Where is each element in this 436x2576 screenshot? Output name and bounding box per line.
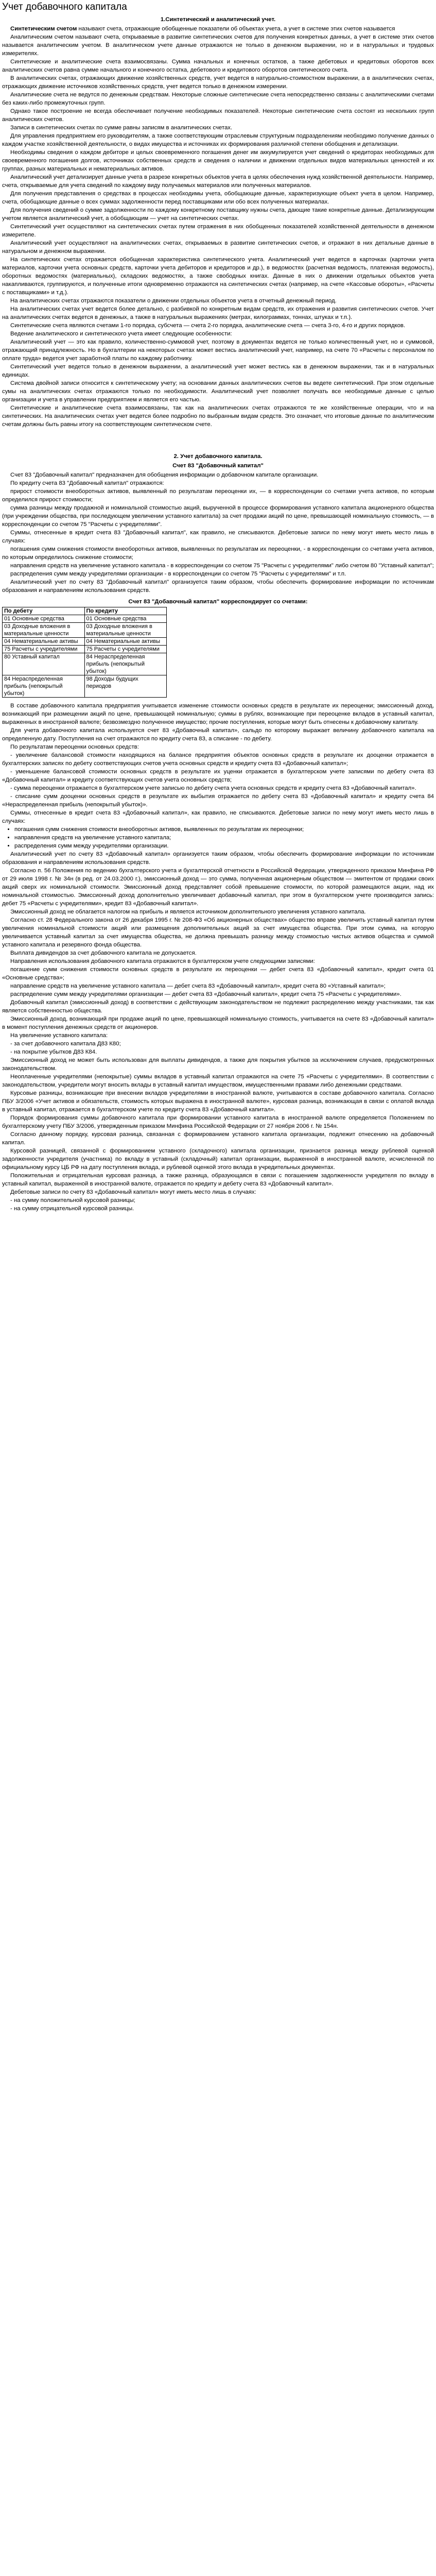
- paragraph-text: На синтетических счетах отражается обобщенная характеристика синтетического учета. Аналитический учет ведется в карточках (карточки учета материалов, карточки учета основных средств, карточки учета дебиторов и кредиторов и др.), в ведомостях (расчетная ведомость, платежная ведомость), оборотных ведомостях (материальных), складских ведомостях, а также свободных книгах. Данные в них о движении отдельных объектов учета накапливаются, группируются, и полученные итоги одновременно отражаются на синтетических счетах (например, на счете «Кассовые обороты», «Расчеты с поставщиками» и т.д.).: [2, 257, 434, 296]
- paragraph-text: В аналитических счетах, отражающих движение хозяйственных средств, учет ведется в натурально-стоимостном выражении, а в аналитических счетах, отражающих движение источников хозяйственных средств, учет ведется только в денежном измерении.: [2, 75, 434, 90]
- paragraph: [2, 124, 434, 132]
- paragraph: [2, 297, 434, 305]
- paragraph: Добавочный капитал (эмиссионный доход) в соответствии с действующим законодательством не подлежит распределению между участниками, так как является собственностью общества.: [2, 999, 434, 1014]
- table-cell-credit: 75 Расчеты с учредителями: [84, 646, 167, 653]
- paragraph: [2, 239, 434, 256]
- paragraph-text: Ведение аналитического и синтетического учета имеет следующие особенности:: [10, 331, 232, 337]
- table-cell-debit: 04 Нематериальные активы: [3, 638, 85, 646]
- paragraph-text: Однако такое построение не всегда обеспечивает получение необходимых показателей. Некоторые синтетические счета состоят из нескольких групп аналитических счетов.: [2, 108, 434, 123]
- list-item: • распределения сумм между учредителями организации.: [14, 842, 434, 850]
- paragraph: [2, 321, 434, 330]
- paragraph: Эмиссионный доход, возникающий при продаже акций по цене, превышающей номинальную стоимость, учитывается на счете 83 «Добавочный капитал» в момент поступления денежных средств от акционеров.: [2, 1016, 434, 1030]
- paragraph: - на сумму отрицательной курсовой разницы.: [10, 1206, 134, 1212]
- paragraph-text: Синтетический учет осуществляют на синтетических счетах путем отражения в них обобщенных показателей хозяйственной деятельности в денежном измерителе.: [2, 224, 434, 238]
- list-item: • погашения сумм снижения стоимости внеоборотных активов, выявленных по результатам их переоценки;: [14, 825, 434, 834]
- table-cell-debit: 80 Уставный капитал: [3, 653, 85, 675]
- paragraph: распределение сумм между учредителями организации — дебет счета 83 «Добавочный капитал», кредит счета 75 «Расчеты с учредителями».: [10, 991, 402, 997]
- paragraph-text: Аналитическим счетом называют счета, открываемые в развитие синтетических счетов для получения конкретных данных, а учет в системе этих счетов называется аналитическим учетом. В аналитическом учете данные отражаются не только в денежном выражении, но и в натуральных и трудовых измерителях.: [2, 34, 434, 57]
- table-row: [3, 638, 167, 646]
- paragraph: Эмиссионный доход не облагается налогом на прибыль и является источником дополнительного увеличения уставного капитала.: [10, 909, 366, 915]
- paragraph: Аналитический учет по счету 83 «Добавочный капитал» организуется таким образом, чтобы обеспечить формирование информации по источникам образования и направлениям использования средств.: [2, 851, 434, 866]
- paragraph: [2, 25, 434, 33]
- paragraph: [2, 206, 434, 223]
- paragraph: Согласно п. 56 Положения по ведению бухгалтерского учета и бухгалтерской отчетности в Российской Федерации, утвержденного приказом Минфина РФ от 29 июля 1998 г. № 34н (в ред. от 24.03.2000 г.), эмиссионный доход — это сумма, полученная акционерным обществом — эмитентом от продажи своих акций сверх их номинальной стоимости. Эмиссионный доход представляет собой превышение стоимости, по которой размещаются акции, над их номинальной стоимостью. Эмиссионный доход дополнительно увеличивает добавочный капитал, при этом в бухгалтерском учете производится запись: дебет 75 «Расчеты с учредителями», кредит 83 «Добавочный капитал».: [2, 868, 434, 907]
- table-cell-debit: 84 Нераспределенная прибыль (непокрытый убыток): [3, 675, 85, 698]
- section-2-body-a: [2, 471, 434, 595]
- paragraph: - на сумму положительной курсовой разницы;: [10, 1197, 135, 1204]
- paragraph: [2, 91, 434, 107]
- section-2-title: 2. Учет добавочного капитала.: [173, 453, 263, 460]
- paragraph: направления средств на увеличение уставного капитала - в корреспонденции со счетом 75 "Расчеты с учредителями" либо счетом 80 "Уставный капитал";: [10, 563, 434, 569]
- section-1-title: 1.Синтетический и аналитический учет.: [160, 16, 276, 23]
- paragraph: [2, 173, 434, 190]
- paragraph: [2, 74, 434, 91]
- bullet-list: [2, 825, 434, 850]
- paragraph: прирост стоимости внеоборотных активов, выявленный по результатам переоценки их, — в корреспонденции со счетами учета активов, по которым определился прирост стоимости;: [2, 488, 434, 503]
- table-cell-debit: 01 Основные средства: [3, 615, 85, 623]
- table-cell-debit: 75 Расчеты с учредителями: [3, 646, 85, 653]
- paragraph-text: Аналитический учет — это как правило, количественно-суммовой учет, поэтому в документах ведется не только количественный учет, но и суммовой, отражающий принадлежность. Но в бухгалтерии на некоторых счетах может вестись аналитический учет, например, на счете 70 «Расчеты с персоналом по оплате труда» ведется учет заработной платы по каждому работнику.: [2, 339, 434, 362]
- section-2-body-b: [2, 702, 434, 809]
- paragraph: Согласно ст. 28 Федерального закона от 26 декабря 1995 г. № 208-ФЗ «Об акционерных обществах» общество вправе увеличить уставный капитал путем увеличения номинальной стоимости акций или размещения дополнительных акций за счет имущества общества. При этом сумма, на которую увеличивается уставный капитал за счет имущества общества, не должна превышать разницу между стоимостью чистых активов общества и суммой уставного капитала и резервного фонда общества.: [2, 917, 434, 948]
- paragraph: Согласно данному порядку, курсовая разница, связанная с формированием уставного капитала организации, подлежит отнесению на добавочный капитал.: [2, 1131, 434, 1146]
- paragraph: [2, 132, 434, 148]
- paragraph: [2, 379, 434, 404]
- table-row: [3, 646, 167, 653]
- paragraph-text: На аналитических счетах учет ведется более детально, с разбивкой по конкретным видам средств, их отражения и развития синтетических счетов. Учет на аналитических счетах ведется в денежных, а также в натуральных выражениях (метрах, килограммах, тоннах, штуках и т.п.).: [2, 306, 434, 320]
- paragraph: [2, 330, 434, 338]
- table-cell-credit: 01 Основные средства: [84, 615, 167, 623]
- paragraph: [2, 363, 434, 379]
- table-cell-credit: 84 Нераспределенная прибыль (непокрытый убыток): [84, 653, 167, 675]
- paragraph-text: Система двойной записи относится к синтетическому учету; на основании данных аналитических счетов вы ведете синтетический. При этом отдельные сумы на аналитических счетах отражаются только по необходимости. Аналитический учет позволяет получать все необходимые данные с целью организации и учета в управлении предприятием и является его частью.: [2, 380, 434, 403]
- paragraph: - на покрытие убытков Д83 К84.: [10, 1049, 97, 1055]
- paragraph: [2, 190, 434, 206]
- table-header-credit: По кредиту: [84, 607, 167, 615]
- paragraph: [2, 33, 434, 58]
- paragraph: [2, 148, 434, 173]
- paragraph: направление средств на увеличение уставного капитала — дебет счета 83 «Добавочный капитал», кредит счета 80 «Уставный капитал»;: [10, 983, 386, 989]
- section-2-subtitle: Счет 83 "Добавочный капитал": [172, 463, 264, 469]
- paragraph: В составе добавочного капитала предприятия учитывается изменение стоимости основных средств в результате их переоценки; эмиссионный доход, возникающий при размещении акций по цене, превышающей номинальную; суммы в рублях, возникающие при переоценке вкладов в уставный капитал, выраженных в иностранной валюте; безвозмездно полученное имущество; прочие поступления, которые могут быть отнесены к добавочному капиталу.: [2, 703, 434, 725]
- paragraph-text: Аналитические счета не ведутся по денежным средствам. Некоторые сложные синтетические счета непосредственно связаны с аналитическими счетами без каких-либо промежуточных групп.: [2, 92, 434, 106]
- term-highlight: Синтетическим счетом: [10, 26, 77, 32]
- table-row: [3, 675, 167, 698]
- paragraph: Дебетовые записи по счету 83 «Добавочный капитал» могут иметь место лишь в случаях:: [10, 1189, 256, 1195]
- paragraph: - уменьшение балансовой стоимости основных средств в результате их уценки отражается в бухгалтерском учете записями по дебету счета 83 «Добавочный капитал» и кредиту соответствующих счетов учета основных средств;: [2, 769, 434, 783]
- paragraph: Аналитический учет по счету 83 "Добавочный капитал" организуется таким образом, чтобы обеспечить формирование информации по источникам образования и направлениям использования средств.: [2, 579, 434, 594]
- paragraph: По кредиту счета 83 "Добавочный капитал" отражаются:: [10, 480, 164, 486]
- table-cell-debit: 03 Доходные вложения в материальные ценности: [3, 623, 85, 638]
- paragraph: На увеличение уставного капитала:: [10, 1032, 108, 1039]
- paragraph: погашения сумм снижения стоимости внеоборотных активов, выявленных по результатам их переоценки, - в корреспонденции со счетами учета активов, по которым определилось снижение стоимости;: [2, 546, 434, 561]
- paragraph: - увеличение балансовой стоимости находящихся на балансе предприятия объектов основных средств в результате их дооценки отражается в бухгалтерских записях по дебету соответствующих счетов учета основных средств и кредиту счета 83 «Добавочный капитал»;: [2, 752, 434, 767]
- paragraph: Для учета добавочного капитала используется счет 83 «Добавочный капитал», сальдо по которому выражает величину добавочного капитала на определенную дату. Поступления на счет отражаются по кредиту счета 83, а списание - по дебету.: [2, 727, 434, 742]
- table-cell-credit: 04 Нематериальные активы: [84, 638, 167, 646]
- correspondence-table: [2, 607, 167, 698]
- table-cell-credit: 98 Доходы будущих периодов: [84, 675, 167, 698]
- table-header-debit: По дебету: [3, 607, 85, 615]
- paragraph: [2, 58, 434, 74]
- paragraph: Счет 83 "Добавочный капитал" предназначен для обобщения информации о добавочном капитале организации.: [10, 472, 319, 478]
- paragraph: Положительная и отрицательная курсовая разница, а также разница, образующаяся в связи с погашением задолженности учредителя по вкладу в уставный капитал, выраженной в иностранной валюте, отражается по кредиту и дебету счета 83 «Добавочный капитал».: [2, 1173, 434, 1187]
- paragraph: [2, 223, 434, 239]
- table-row: [3, 653, 167, 675]
- paragraph: - сумма переоценки отражается в бухгалтерском учете записью по дебету счета учета основных средств и кредиту счета 83 «Добавочный капитал».: [10, 785, 416, 791]
- paragraph: распределения сумм между учредителями организации - в корреспонденции со счетом 75 "Расчеты с учредителями" и т.п.: [10, 571, 346, 577]
- table-row: [3, 615, 167, 623]
- paragraph: [2, 107, 434, 124]
- paragraph-text: Необходимы сведения о каждом дебиторе и целых своевременного погашения денег им аккумулируется учет сведений о кредиторах необходимых для своевременного погашения долгов, источниках собственных средств и сведения о наличии и движении отдельных видов материальных ценностей и их группах, разных материальных и нематериальных активов.: [2, 149, 434, 172]
- paragraph-text: Для получения сведений о сумме задолженности по каждому конкретному поставщику нужны счета, дающие такие конкретные данные. Детализирующим учетом является аналитический учет, а обобщающим — учет на синтетических счетах.: [2, 207, 434, 222]
- paragraph: По результатам переоценки основных средств:: [10, 744, 139, 750]
- table-row: [3, 623, 167, 638]
- paragraph: Суммы, отнесенные в кредит счета 83 "Добавочный капитал", как правило, не списываются. Дебетовые записи по нему могут иметь место лишь в случаях:: [2, 530, 434, 544]
- paragraph: Неоплаченные учредителями (непокрытые) суммы вкладов в уставный капитал отражаются на счете 75 «Расчеты с учредителями». В соответствии с законодательством, учредители могут вносить вклады в уставный капитал имуществом, имущественными правами либо денежными средствами.: [2, 1074, 434, 1088]
- paragraph-text: Записи в синтетических счетах по сумме равны записям в аналитических счетах.: [10, 125, 233, 131]
- paragraph: Выплата дивидендов за счет добавочного капитала не допускается.: [10, 950, 197, 956]
- paragraph: [2, 305, 434, 321]
- paragraph-text: называют счета, отражающие обобщенные показатели об объектах учета, а учет в системе этих счетов называется: [77, 26, 395, 32]
- paragraph-text: Синтетические и аналитические счета взаимосвязаны, так как на аналитических счетах отражаются те же хозяйственные операции, что и на синтетических. На аналитических счетах учет ведется более подробно по выбранным видам средств. Это означает, что итоговые данные по аналитическим счетам должны быть равны итогу на соответствующем синтетическом счете.: [2, 405, 434, 428]
- paragraph-text: Синтетические счета являются счетами 1-го порядка, субсчета — счета 2-го порядка, аналитические счета — счета 3-го, 4-го и других порядков.: [10, 323, 406, 329]
- paragraph: [2, 256, 434, 297]
- correspondence-table-title: Счет 83 "Добавочный капитал" корреспондирует со счетами:: [128, 599, 308, 605]
- section-synthetic-analytic: [2, 15, 434, 429]
- paragraph-text: Аналитический учет осуществляют на аналитических счетах, открываемых в развитие синтетических счетов, и отражают в них детальные данные в натуральном и денежном выражении.: [2, 240, 434, 255]
- paragraph-text: Синтетические и аналитические счета взаимосвязаны. Сумма начальных и конечных остатков, а также дебетовых и кредитовых оборотов всех аналитических счетов равна сумме начального и конечного остатка, дебетового и кредитового оборотов синтетического счета.: [2, 59, 434, 73]
- paragraph: [2, 338, 434, 363]
- section-additional-capital: [2, 452, 434, 1213]
- paragraph: - за счет добавочного капитала Д83 К80;: [10, 1041, 121, 1047]
- paragraph: Эмиссионный доход не может быть использован для выплаты дивидендов, а также для покрытия убытков за исключением случаев, предусмотренных законодательством.: [2, 1057, 434, 1072]
- paragraph-text: Синтетический учет ведется только в денежном выражении, а аналитический учет может вестись как в денежном выражении, так и в натуральных единицах.: [2, 364, 434, 378]
- page-title: Учет добавочного капитала: [2, 2, 127, 12]
- section-2-body-d: [2, 1073, 434, 1213]
- table-cell-credit: 03 Доходные вложения в материальные ценности: [84, 623, 167, 638]
- bullets-intro: Суммы, отнесенные в кредит счета 83 «Добавочный капитал», как правило, не списываются. Дебетовые записи по нему могут иметь место лишь в случаях:: [2, 810, 434, 824]
- paragraph: Курсовой разницей, связанной с формированием уставного (складочного) капитала организации, признается разница между рублевой оценкой задолженности учредителя (участника) по вкладу в уставный (складочный) капитал организации, выраженной в иностранной валюте, исчисленной по официальному курсу ЦБ РФ на дату поступления вклада, и рублевой оценкой этого вклада в учредительных документах.: [2, 1148, 434, 1171]
- section-2-body-c: [2, 850, 434, 1073]
- section-1-body: [2, 25, 434, 429]
- paragraph: Направления использования добавочного капитала отражаются в бухгалтерском учете следующими записями:: [10, 958, 315, 964]
- paragraph: сумма разницы между продажной и номинальной стоимостью акций, вырученной в процессе формирования уставного капитала акционерного общества (при учреждении общества, при последующем увеличении уставного капитала) за счет продажи акций по цене, превышающей номинальную стоимость, — в корреспонденции со счетом 75 "Расчеты с учредителями".: [2, 505, 434, 528]
- paragraph-text: На аналитических счетах отражаются показатели о движении отдельных объектов учета в отчетный денежный период.: [10, 298, 337, 304]
- paragraph: [2, 404, 434, 429]
- paragraph: Порядок формирования суммы добавочного капитала при формировании уставного капитала в иностранной валюте определяется Положением по бухгалтерскому учету ПБУ 3/2006, утвержденным приказом Минфина Российской Федерации от 27 ноября 2006 г. № 154н.: [2, 1115, 434, 1129]
- paragraph-text: Аналитический учет детализирует данные учета в разрезе конкретных объектов учета в целях обеспечения нужд хозяйственной деятельности. Например, счета, открываемые для учета сведений по каждому виду получаемых материалов или полученных материалов.: [2, 174, 434, 189]
- paragraph: Курсовые разницы, возникающие при внесении вкладов учредителями в иностранной валюте, учитываются в составе добавочного капитала. Согласно ПБУ 3/2006 «Учет активов и обязательств, стоимость которых выражена в иностранной валюте», курсовая разница, возникающая в связи с оплатой вклада в уставный капитал, отражается в бухгалтерском учете по кредиту счета 83 «Добавочный капитал».: [2, 1090, 434, 1113]
- paragraph-text: Для получения представления о средствах в процессах необходимы учета, обобщающие данные, характеризующие объект учета в целом. Например, счета, обобщающие данные о всех суммах задолженности перед поставщиками или обо всех полученных материалах.: [2, 191, 434, 205]
- paragraph: погашение сумм снижения стоимости основных средств в результате их переоценки — дебет счета 83 «Добавочный капитал», кредит счета 01 «Основные средства»;: [2, 967, 434, 981]
- list-item: • направления средств на увеличение уставного капитала;: [14, 834, 434, 842]
- paragraph: - списание сумм дооценки основных средств в результате их выбытия отражается по дебету счета 83 «Добавочный капитал» и кредиту счета 84 «Нераспределенная прибыль (непокрытый убыток)».: [2, 793, 434, 808]
- paragraph-text: Для управления предприятием его руководителям, а также соответствующим отраслевым структурным подразделениям необходимо получение данных о каждом участке хозяйственной деятельности, о видах имущества и источниках их формирования различной степени обобщения и детализации.: [2, 133, 434, 147]
